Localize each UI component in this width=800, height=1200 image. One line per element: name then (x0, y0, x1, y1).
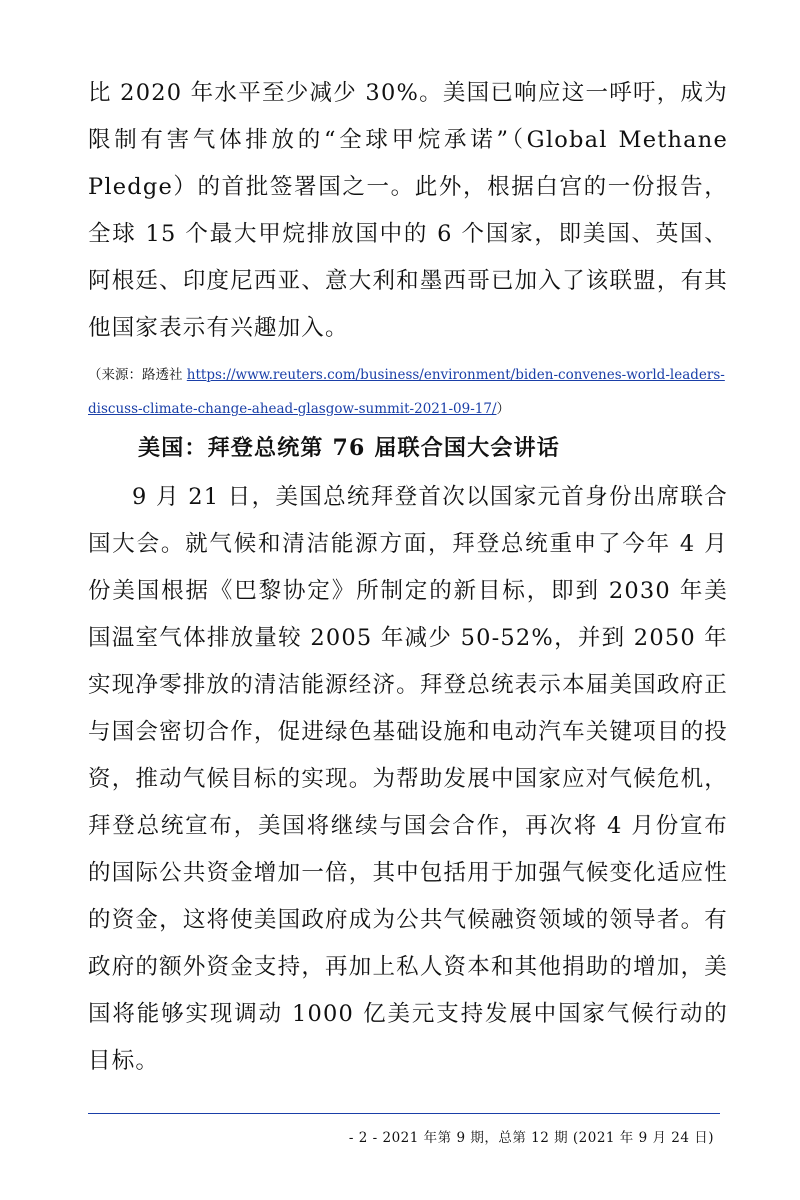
source-link[interactable]: https://www.reuters.com/business/environment/biden-convenes-world-leaders-discuss-climate-change-ahead-glasgow-summit-2021-09-17/ (88, 367, 725, 417)
page-footer: - 2 - 2021 年第 9 期，总第 12 期 (2021 年 9 月 24 日) (348, 1130, 714, 1146)
source-citation (88, 358, 728, 426)
body-paragraph-methane-pledge: 比 2020 年水平至少减少 30%。美国已响应这一呼吁，成为限制有害气体排放的“全球甲烷承诺”（Global Methane Pledge）的首批签署国之一。此外，根据白宫的一份报告，全球 15 个最大甲烷排放国中的 6 个国家，即美国、英国、阿根廷、印度尼西亚、意大利和墨西哥已加入了该联盟，有其他国家表示有兴趣加入。 (88, 80, 728, 341)
section-heading: 美国：拜登总统第 76 届联合国大会讲话 (138, 435, 560, 461)
body-paragraph-un-speech: 9 月 21 日，美国总统拜登首次以国家元首身份出席联合国大会。就气候和清洁能源方面，拜登总统重申了今年 4 月份美国根据《巴黎协定》所制定的新目标，即到 2030 年美国温室气体排放量较 2005 年减少 50-52%，并到 2050 年实现净零排放的清洁能源经济。拜登总统表示本届美国政府正与国会密切合作，促进绿色基础设施和电动汽车关键项目的投资，推动气候目标的实现。为帮助发展中国家应对气候危机，拜登总统宣布，美国将继续与国会合作，再次将 4 月份宣布的国际公共资金增加一倍，其中包括用于加强气候变化适应性的资金，这将使美国政府成为公共气候融资领域的领导者。有政府的额外资金支持，再加上私人资本和其他捐助的增加，美国将能够实现调动 1000 亿美元支持发展中国家气候行动的目标。 (88, 484, 728, 1074)
source-prefix: （来源：路透社 (88, 367, 187, 383)
footer-divider (88, 1113, 720, 1114)
source-suffix: ） (496, 401, 510, 417)
